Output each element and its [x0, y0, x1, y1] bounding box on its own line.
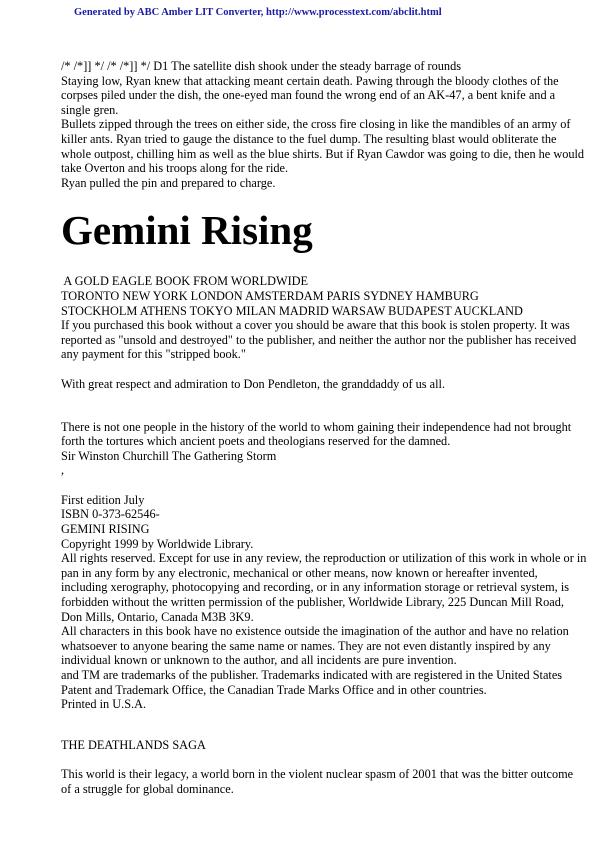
text-line: whole outpost, chilling him as well as the blue shirts. But if Ryan Cawdor was going to die, then he would	[61, 146, 585, 161]
text-line: including xerography, photocopying and recording, or in any information storage or retrieval system, is	[61, 580, 570, 595]
document-body	[61, 59, 587, 797]
text-line: whatsoever to anyone bearing the same name or names. They are not even distantly inspired by any	[61, 638, 551, 653]
text-line: A GOLD EAGLE BOOK FROM WORLDWIDE	[61, 274, 309, 289]
saga-section	[61, 767, 574, 796]
text-line: corpses piled under the dish, the one-eyed man found the wrong end of an AK-47, a bent knife and a	[61, 88, 556, 103]
text-line: individual known or unknown to the author, and all incidents are pure invention.	[61, 653, 457, 668]
publisher-section	[61, 274, 577, 362]
text-line: reported as "unsold and destroyed" to the publisher, and neither the author nor the publisher has received	[61, 332, 577, 347]
text-line: Staying low, Ryan knew that attacking meant certain death. Pawing through the bloody clothes of the	[61, 73, 559, 88]
text-line: Bullets zipped through the trees on either side, the cross fire closing in like the mandibles of an army of	[61, 117, 571, 132]
text-line: pan in any form by any electronic, mechanical or other means, now known or hereafter invented,	[61, 565, 538, 580]
book-title: Gemini Rising	[61, 207, 313, 254]
text-line: STOCKHOLM ATHENS TOKYO MILAN MADRID WARSAW BUDAPEST AUCKLAND	[61, 303, 523, 318]
text-line: Printed in U.S.A.	[61, 697, 147, 712]
text-line: single gren.	[61, 102, 119, 117]
dedication: With great respect and admiration to Don Pendleton, the granddaddy of us all.	[61, 376, 446, 391]
text-line: forth the tortures which ancient poets and theologians reserved for the damned.	[61, 434, 451, 449]
text-line: Copyright 1999 by Worldwide Library.	[61, 536, 254, 551]
text-line: /* /*]] */ /* /*]] */ D1 The satellite dish shook under the steady barrage of rounds	[61, 59, 462, 73]
text-line: This world is their legacy, a world born in the violent nuclear spasm of 2001 that was the bitter outcome	[61, 767, 574, 782]
excerpt-section	[61, 59, 585, 190]
text-line: Don Mills, Ontario, Canada M3B 3K9.	[61, 609, 254, 624]
text-line: any payment for this "stripped book."	[61, 347, 246, 362]
text-line: take Overton and his troops along for the ride.	[61, 161, 289, 176]
text-line: First edition July	[61, 492, 145, 507]
text-line: All characters in this book have no existence outside the imagination of the author and have no relation	[61, 624, 569, 639]
text-line: There is not one people in the history of the world to whom gaining their independence had not brought	[61, 419, 572, 434]
text-line: of a struggle for global dominance.	[61, 781, 234, 796]
text-line: ISBN 0-373-62546-	[61, 507, 160, 522]
saga-heading: THE DEATHLANDS SAGA	[61, 737, 206, 752]
text-line: killer ants. Ryan tried to gauge the distance to the fuel dump. The resulting blast would obliterate the	[61, 131, 557, 146]
text-line: forbidden without the written permission of the publisher, Worldwide Library, 225 Duncan Mill Road,	[61, 595, 564, 610]
text-line: Ryan pulled the pin and prepared to charge.	[61, 175, 276, 190]
text-line: If you purchased this book without a cover you should be aware that this book is stolen property. It was	[61, 318, 570, 333]
text-line: GEMINI RISING	[61, 522, 150, 537]
epigraph-section	[61, 419, 572, 478]
text-line: Patent and Trademark Office, the Canadian Trade Marks Office and in other countries.	[61, 682, 487, 697]
epigraph-attribution: Sir Winston Churchill The Gathering Storm	[61, 448, 277, 463]
text-line: All rights reserved. Except for use in any review, the reproduction or utilization of this work in whole or in	[61, 551, 587, 566]
text-line: and TM are trademarks of the publisher. Trademarks indicated with are registered in the United States	[61, 668, 563, 682]
copyright-section	[61, 492, 587, 712]
text-line: TORONTO NEW YORK LONDON AMSTERDAM PARIS SYDNEY HAMBURG	[61, 288, 479, 303]
converter-header-link[interactable]: Generated by ABC Amber LIT Converter, http://www.processtext.com/abclit.html	[74, 7, 442, 18]
text-line: ,	[61, 463, 65, 478]
